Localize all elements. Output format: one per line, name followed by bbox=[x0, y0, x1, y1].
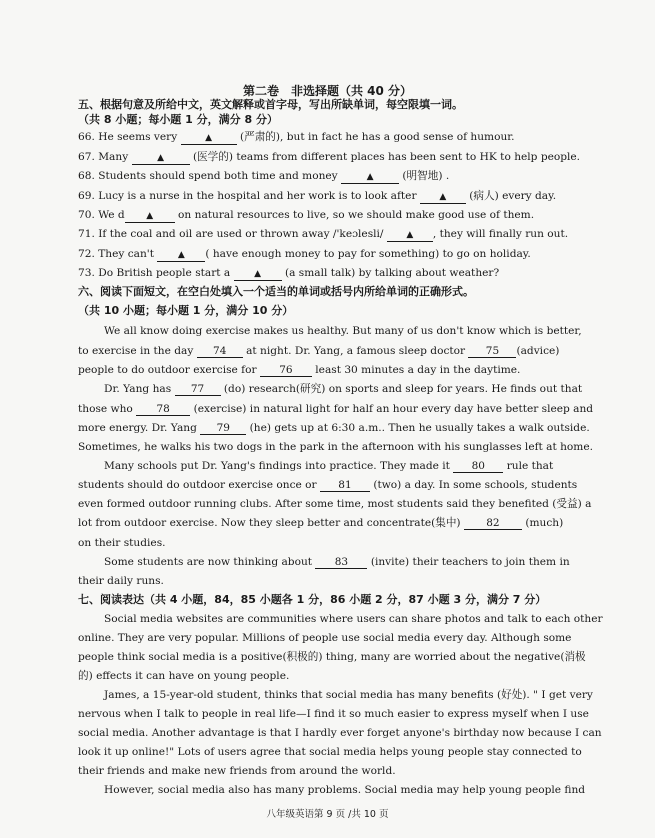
passage-line: social media. Another advantage is that I hardly ever forget anyone's birthday now because I can bbox=[78, 727, 602, 739]
answer-blank-68[interactable]: ▲ bbox=[341, 170, 399, 184]
passage-line: Many schools put Dr. Yang's findings into practice. They made it 80 rule that bbox=[104, 460, 554, 472]
answer-blank-67[interactable]: ▲ bbox=[132, 151, 190, 165]
passage-line: nervous when I talk to people in real life—I find it so much easier to express myself when I use bbox=[78, 708, 589, 720]
page-footer: 八年级英语第 9 页 /共 10 页 bbox=[266, 809, 389, 820]
passage-line: people to do outdoor exercise for 76 least 30 minutes a day in the daytime. bbox=[78, 364, 521, 376]
passage-line: those who 78 (exercise) in natural light for half an hour every day have better sleep and bbox=[78, 403, 594, 415]
passage-line: on their studies. bbox=[78, 537, 166, 549]
answer-blank-74[interactable]: 74 bbox=[197, 345, 243, 358]
question-71: 71. If the coal and oil are used or thrown away /'keɔlesli/ ▲ , they will finally run out. bbox=[78, 228, 569, 240]
passage-line: to exercise in the day 74 at night. Dr. Yang, a famous sleep doctor 75 (advice) bbox=[78, 345, 560, 357]
section6-subheading: （共 10 小题；每小题 1 分，满分 10 分） bbox=[78, 304, 294, 317]
passage-line: even formed outdoor running clubs. After some time, most students said they benefited (受益) a bbox=[78, 498, 592, 510]
passage-line: lot from outdoor exercise. Now they sleep better and concentrate(集中) 82 (much) bbox=[78, 517, 564, 529]
passage-line: more energy. Dr. Yang 79 (he) gets up at 6:30 a.m.. Then he usually takes a walk outside. bbox=[78, 422, 590, 434]
question-68: 68. Students should spend both time and money ▲ (明智地) . bbox=[78, 170, 450, 182]
answer-blank-82[interactable]: 82 bbox=[464, 517, 522, 530]
answer-blank-70[interactable]: ▲ bbox=[125, 209, 175, 223]
passage-line: We all know doing exercise makes us healthy. But many of us don't know which is better, bbox=[104, 325, 582, 337]
question-73: 73. Do British people start a ▲ (a small talk) by talking about weather? bbox=[78, 267, 500, 279]
passage-line: their daily runs. bbox=[78, 575, 164, 587]
answer-blank-80[interactable]: 80 bbox=[453, 460, 503, 473]
passage-line: Some students are now thinking about 83 (invite) their teachers to join them in bbox=[104, 556, 570, 568]
passage-line: Social media websites are communities where users can share photos and talk to each other bbox=[104, 613, 603, 625]
page-title: 第二卷 非选择题（共 40 分） bbox=[242, 84, 413, 98]
answer-blank-78[interactable]: 78 bbox=[136, 403, 190, 416]
passage-line: their friends and make new friends from around the world. bbox=[78, 765, 396, 777]
passage-line: students should do outdoor exercise once or 81 (two) a day. In some schools, students bbox=[78, 479, 578, 491]
answer-blank-81[interactable]: 81 bbox=[320, 479, 370, 492]
passage-line: look it up online!" Lots of users agree that social media helps young people stay connected to bbox=[78, 746, 582, 758]
passage-line: Dr. Yang has 77 (do) research(研究) on sports and sleep for years. He finds out that bbox=[104, 383, 583, 395]
section7-heading: 七、阅读表达（共 4 小题，84，85 小题各 1 分，86 小题 2 分，87 小题 3 分，满分 7 分） bbox=[78, 593, 547, 606]
passage-line: 的) effects it can have on young people. bbox=[78, 670, 290, 682]
question-69: 69. Lucy is a nurse in the hospital and her work is to look after ▲ (病人) every day. bbox=[78, 190, 557, 202]
passage-line: Sometimes, he walks his two dogs in the park in the afternoon with his sunglasses left at home. bbox=[78, 441, 593, 453]
answer-blank-77[interactable]: 77 bbox=[175, 383, 221, 396]
answer-blank-75[interactable]: 75 bbox=[468, 345, 516, 358]
answer-blank-83[interactable]: 83 bbox=[315, 556, 367, 569]
section5-subheading: （共 8 小题；每小题 1 分，满分 8 分） bbox=[78, 113, 278, 126]
question-70: 70. We d ▲ on natural resources to live, so we should make good use of them. bbox=[78, 209, 535, 221]
answer-blank-69[interactable]: ▲ bbox=[420, 190, 466, 204]
answer-blank-73[interactable]: ▲ bbox=[234, 267, 282, 281]
question-67: 67. Many ▲ (医学的) teams from different places has been sent to HK to help people. bbox=[78, 151, 581, 163]
question-72: 72. They can't ▲ ( have enough money to pay for something) to go on holiday. bbox=[78, 248, 531, 260]
question-66: 66. He seems very ▲ (严肃的), but in fact he has a good sense of humour. bbox=[78, 131, 515, 143]
section5-heading: 五、根据句意及所给中文，英文解释或首字母，写出所缺单词，每空限填一词。 bbox=[78, 98, 463, 111]
answer-blank-72[interactable]: ▲ bbox=[157, 248, 205, 262]
answer-blank-71[interactable]: ▲ bbox=[387, 228, 433, 242]
passage-line: online. They are very popular. Millions of people use social media every day. Although some bbox=[78, 632, 572, 644]
answer-blank-76[interactable]: 76 bbox=[260, 364, 312, 377]
passage-line: James, a 15-year-old student, thinks that social media has many benefits (好处). " I get very bbox=[104, 689, 593, 701]
answer-blank-66[interactable]: ▲ bbox=[181, 131, 237, 145]
passage-line: people think social media is a positive(积极的) thing, many are worried about the negative(消极 bbox=[78, 651, 586, 663]
passage-line: However, social media also has many problems. Social media may help young people find bbox=[104, 784, 586, 796]
answer-blank-79[interactable]: 79 bbox=[200, 422, 246, 435]
section6-heading: 六、阅读下面短文，在空白处填入一个适当的单词或括号内所给单词的正确形式。 bbox=[78, 285, 474, 298]
